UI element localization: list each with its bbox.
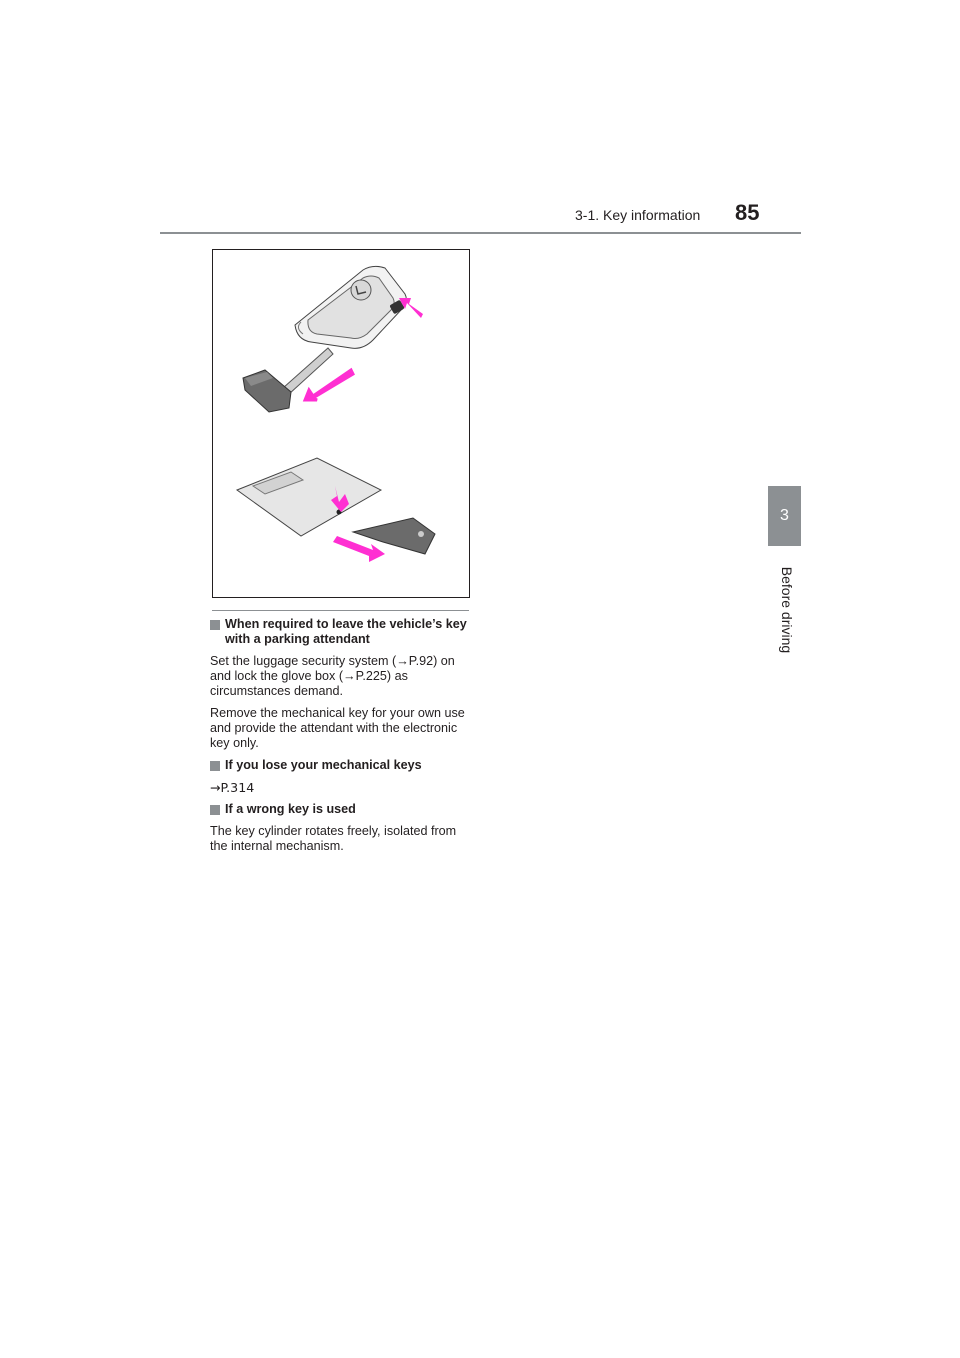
- notes-content: [210, 617, 472, 861]
- section-heading-lost-keys: [210, 758, 472, 773]
- bullet-square-icon: [210, 805, 220, 815]
- section-heading-parking-attendant: [210, 617, 472, 647]
- paragraph: The key cylinder rotates freely, isolated from the internal mechanism.: [210, 824, 457, 853]
- page-reference: →P.314: [210, 780, 255, 795]
- smart-key-fob: [295, 266, 406, 348]
- paragraph: Set the luggage security system (→P.92) on and lock the glove box (→P.225) as circumstances demand.: [210, 654, 455, 698]
- bullet-square-icon: [210, 761, 220, 771]
- chapter-tab: 3: [768, 486, 801, 546]
- header-rule: [160, 232, 801, 234]
- page-number: 85: [735, 200, 760, 225]
- chapter-label: Before driving: [779, 566, 795, 654]
- key-illustration: [212, 249, 470, 598]
- section-heading-wrong-key: [210, 802, 472, 817]
- mechanical-key-fob: [243, 348, 333, 412]
- section-divider: [212, 610, 469, 611]
- paragraph: Remove the mechanical key for your own use and provide the attendant with the electronic key only.: [210, 706, 465, 750]
- header-section-title: 3-1. Key information: [575, 207, 701, 223]
- heading-text: When required to leave the vehicle’s key with a parking attendant: [225, 617, 467, 646]
- card-key: [237, 458, 381, 536]
- heading-text: If a wrong key is used: [225, 802, 356, 816]
- key-illustration-drawing: [213, 250, 469, 597]
- pull-out-arrow-top: [305, 370, 353, 400]
- bullet-square-icon: [210, 620, 220, 630]
- heading-text: If you lose your mechanical keys: [225, 758, 422, 772]
